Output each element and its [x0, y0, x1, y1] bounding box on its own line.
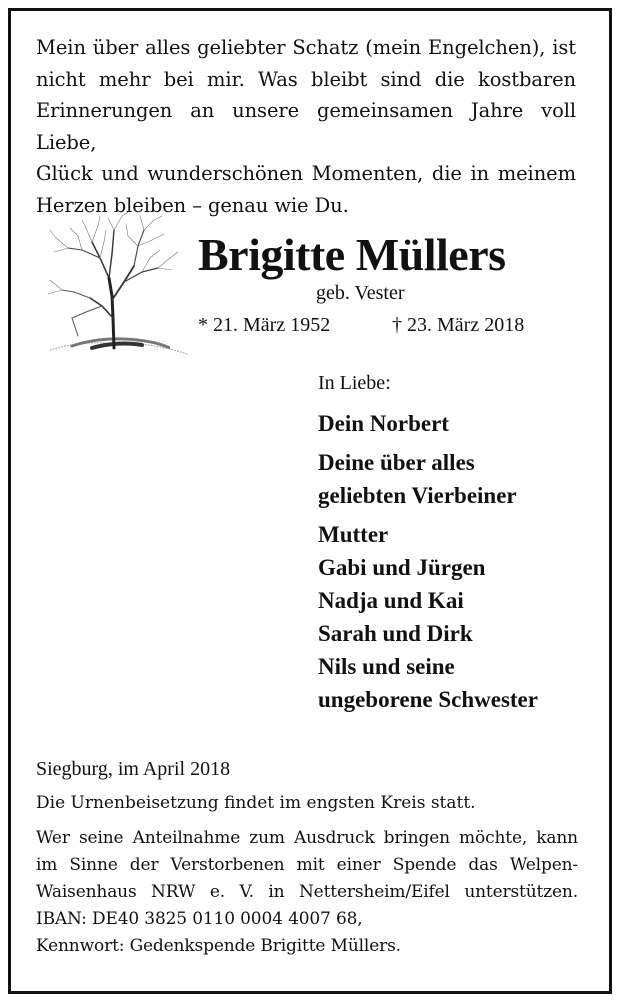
bare-tree-icon — [42, 208, 192, 368]
deceased-name: Brigitte Müllers — [198, 229, 506, 280]
mourner: Mutter — [318, 522, 389, 547]
death-date: † 23. März 2018 — [392, 314, 525, 336]
donation-line: im Sinne der Verstorbenen mit einer Spende das Welpen- — [36, 855, 578, 875]
donation-line: Waisenhaus NRW e. V. in Nettersheim/Eifel unterstützen. — [36, 882, 578, 902]
donation-notice — [36, 825, 578, 960]
intro-line: Erinnerungen an unsere gemeinsamen Jahre voll Liebe, — [36, 99, 576, 154]
urn-notice: Die Urnenbeisetzung findet im engsten Kreis statt. — [36, 793, 476, 813]
donation-line: Wer seine Anteilnahme zum Ausdruck bringen möchte, kann — [36, 828, 578, 848]
intro-text — [36, 32, 576, 221]
intro-line: Herzen bleiben – genau wie Du. — [36, 193, 349, 217]
birth-date: * 21. März 1952 — [198, 314, 331, 336]
donation-line: IBAN: DE40 3825 0110 0004 4007 68, — [36, 909, 363, 929]
mourners-heading: In Liebe: — [318, 372, 391, 394]
place-date: Siegburg, im April 2018 — [36, 758, 231, 780]
donation-line: Kennwort: Gedenkspende Brigitte Müllers. — [36, 936, 401, 956]
mourner: Dein Norbert — [318, 411, 449, 436]
mourner: geliebten Vierbeiner — [318, 483, 517, 508]
mourner: Nils und seine — [318, 654, 455, 679]
life-dates — [198, 314, 548, 337]
mourner: Nadja und Kai — [318, 588, 464, 613]
mourners-list — [318, 407, 598, 716]
mourner: Gabi und Jürgen — [318, 555, 486, 580]
birth-name: geb. Vester — [316, 282, 405, 304]
mourner: Sarah und Dirk — [318, 621, 473, 646]
intro-line: Mein über alles geliebter Schatz (mein Engelchen), ist — [36, 36, 576, 59]
mourner: Deine über alles — [318, 450, 475, 475]
intro-line: Glück und wunderschönen Momenten, die in meinem — [36, 162, 576, 185]
intro-line: nicht mehr bei mir. Was bleibt sind die kostbaren — [36, 67, 576, 91]
mourner: ungeborene Schwester — [318, 687, 538, 712]
